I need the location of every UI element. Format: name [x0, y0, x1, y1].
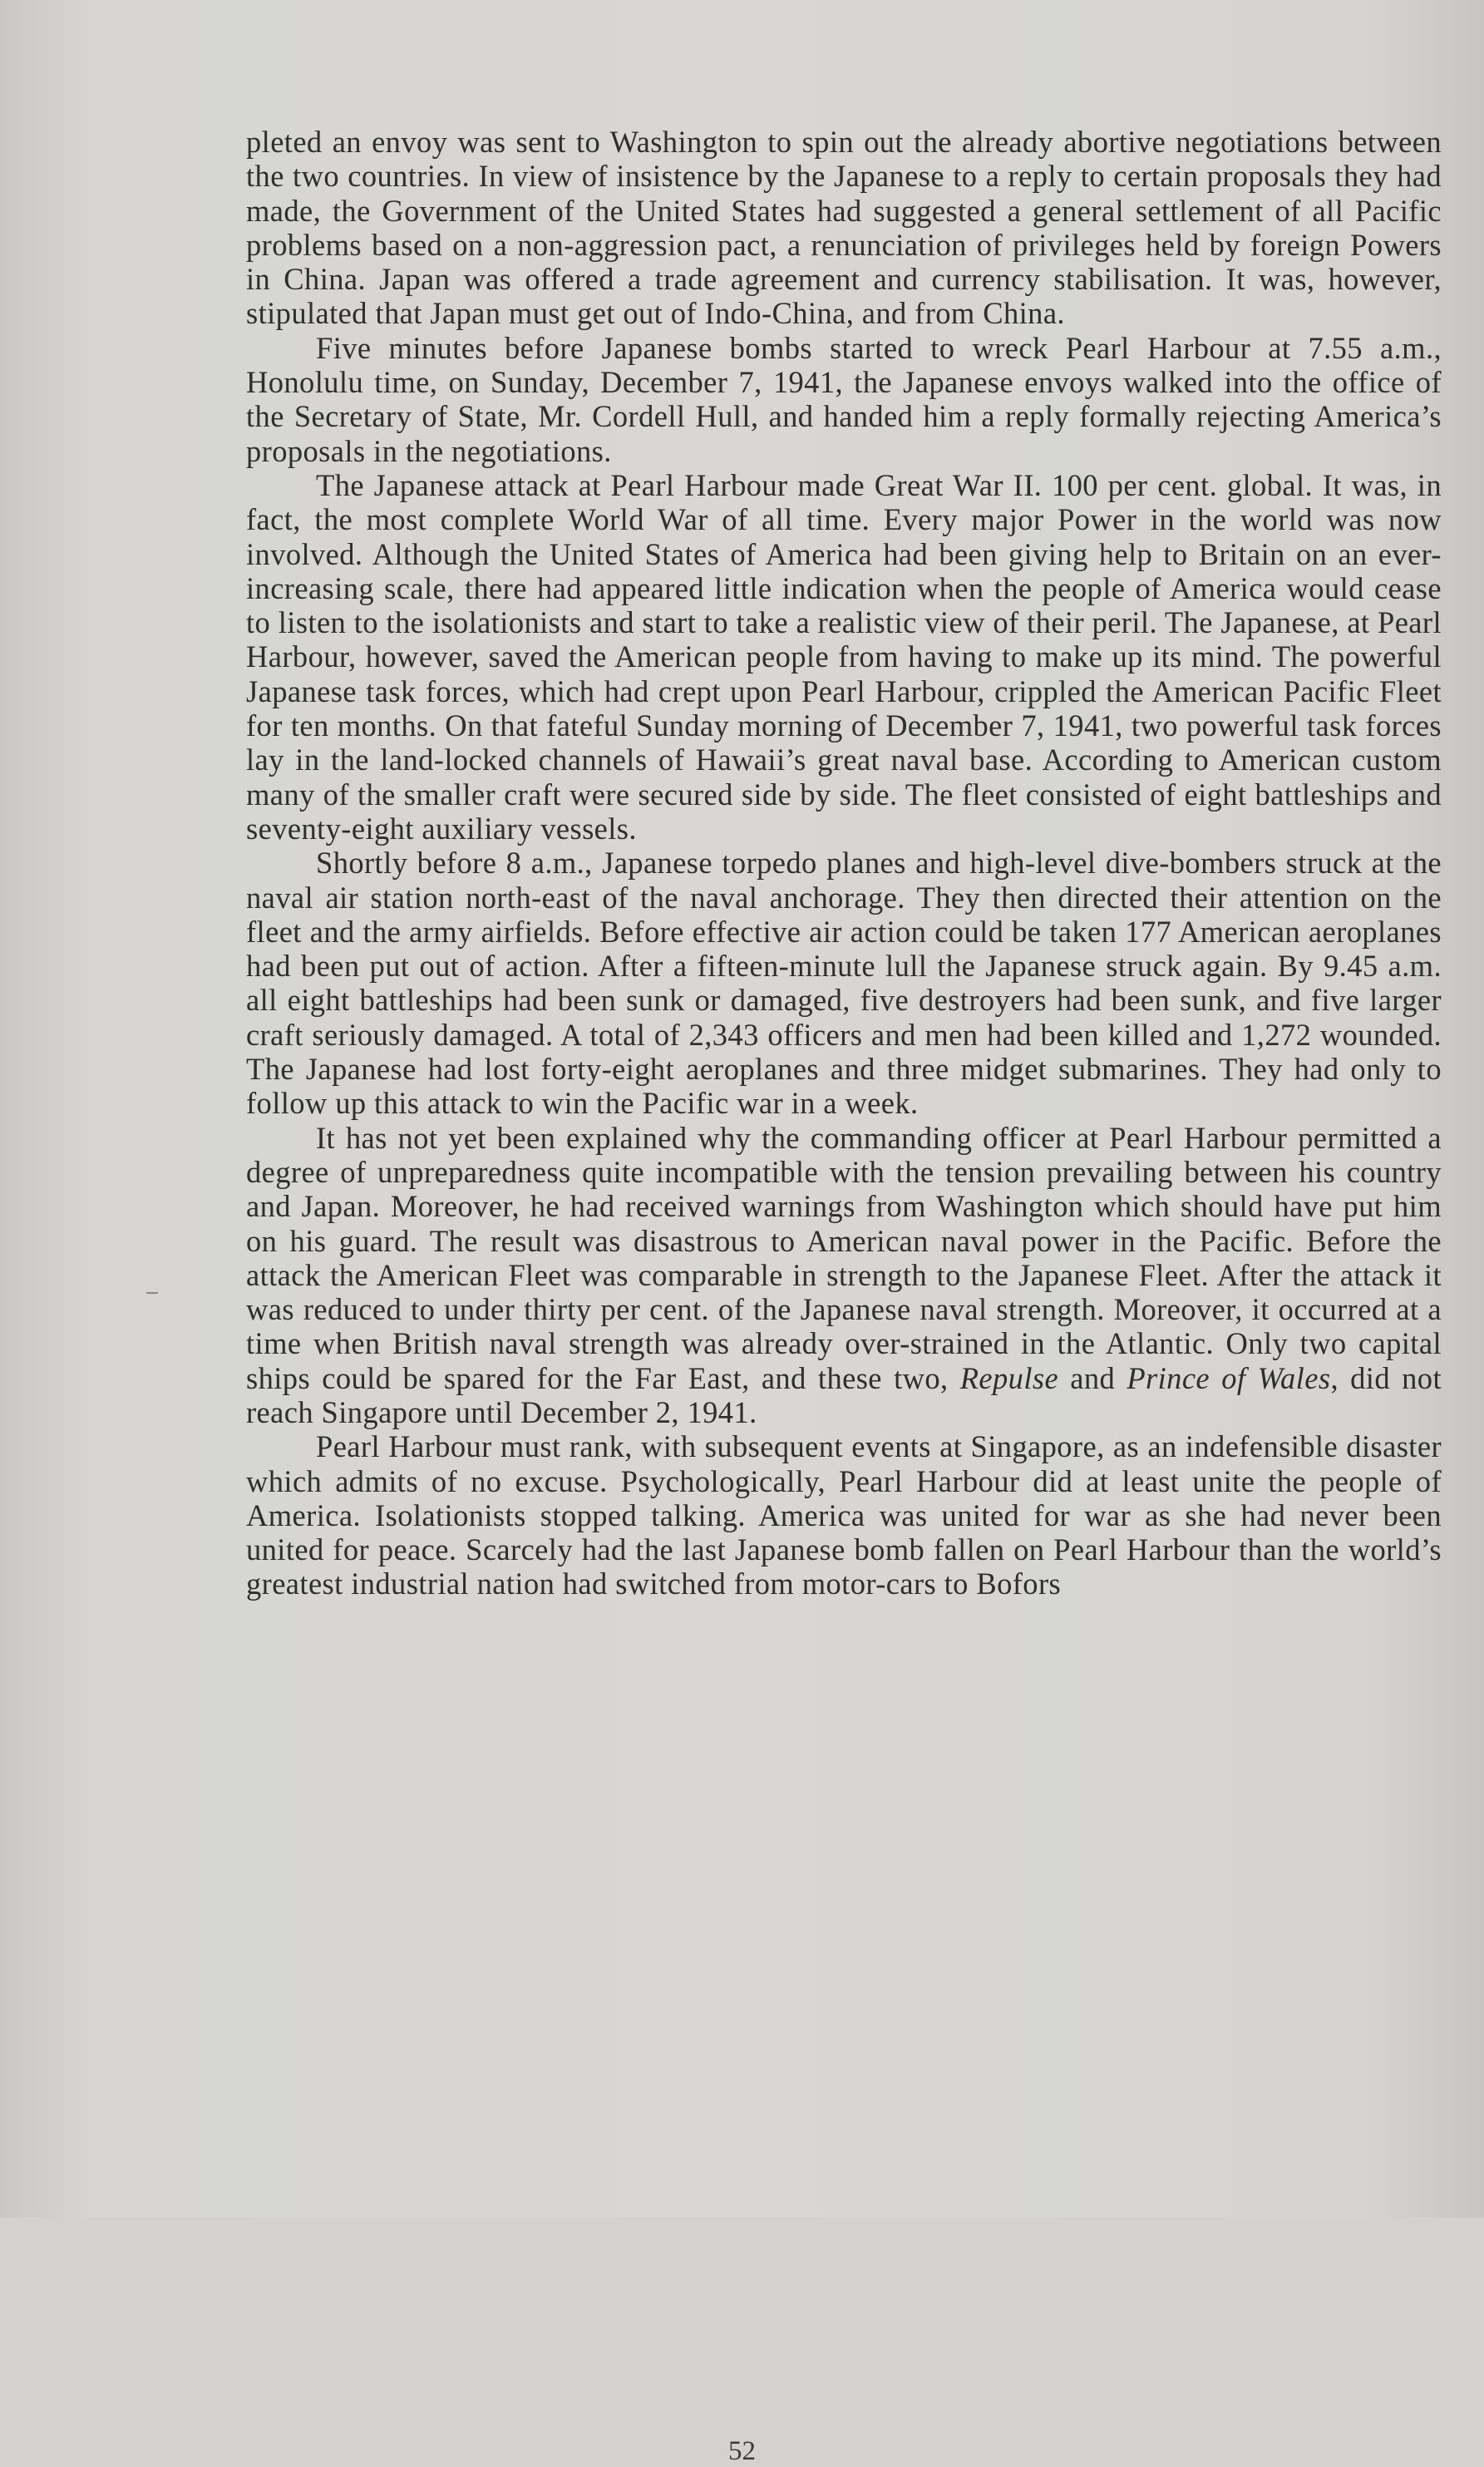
italic-text: Prince of Wales — [1127, 1360, 1331, 1395]
paragraph-text: , did not reach Singapore until December 2, 1941. — [246, 1360, 1442, 1429]
page-number: 52 — [728, 2436, 756, 2466]
paragraph-text: and — [1058, 1360, 1127, 1395]
paragraph — [246, 331, 1442, 468]
body-text — [246, 125, 1442, 1601]
paragraph-text: Pearl Harbour must rank, with subsequent events at Singapore, as an indefensible disaster which admits of no excuse. Psychologically, Pearl Harbour did at least unite the people of America. Isolationists stopped talking. America was united for war as she had never been united for peace. Scarcely had the last Japanese bomb fallen on Pearl Harbour than the world’s greatest industrial nation had switched from motor-cars to Bofors — [246, 1429, 1442, 1601]
paragraph-text: pleted an envoy was sent to Washington to spin out the already abortive negotiations between the two countries. In view of insistence by the Japanese to a reply to certain proposals they had made, the Government of the United States had suggested a general settlement of all Pacific problems based on a non-aggression pact, a renunciation of privileges held by foreign Powers in China. Japan was offered a trade agreement and currency stabilisation. It was, however, stipulated that Japan must get out of Indo-China, and from China. — [246, 125, 1442, 331]
paragraph-text: Shortly before 8 a.m., Japanese torpedo planes and high-level dive-bombers struck at the naval air station north-east of the naval anchorage. They then directed their attention on the fleet and the army airfields. Before effective air action could be taken 177 American aeroplanes had been put out of action. After a fifteen-minute lull the Japanese struck again. By 9.45 a.m. all eight battleships had been sunk or damaged, five destroyers had been sunk, and five larger craft seriously damaged. A total of 2,343 officers and men had been killed and 1,272 wounded. The Japanese had lost forty-eight aeroplanes and three midget submarines. They had only to follow up this attack to win the Pacific war in a week. — [246, 846, 1442, 1121]
margin-mark — [146, 1292, 158, 1294]
paragraph — [246, 846, 1442, 1120]
italic-text: Repulse — [959, 1360, 1059, 1395]
paragraph-text: The Japanese attack at Pearl Harbour made Great War II. 100 per cent. global. It was, in fact, the most complete World War of all time. Every major Power in the world was now involved. Although the United States of America had been giving help to Britain on an ever-increasing scale, there had appeared little indication when the people of America would cease to listen to the isolationists and start to take a realistic view of their peril. The Japanese, at Pearl Harbour, however, saved the American people from having to make up its mind. The powerful Japanese task forces, which had crept upon Pearl Harbour, crippled the American Pacific Fleet for ten months. On that fateful Sunday morning of December 7, 1941, two powerful task forces lay in the land-locked channels of Hawaii’s great naval base. According to American custom many of the smaller craft were secured side by side. The fleet consisted of eight battleships and seventy-eight auxiliary vessels. — [246, 467, 1442, 846]
paragraph-text: Five minutes before Japanese bombs started to wreck Pearl Harbour at 7.55 a.m., Honolulu time, on Sunday, December 7, 1941, the Japanese envoys walked into the office of the Secretary of State, Mr. Cordell Hull, and handed him a reply formally rejecting America’s proposals in the negotiations. — [246, 330, 1442, 468]
paragraph-text: It has not yet been explained why the commanding officer at Pearl Harbour permitted a degree of unpreparedness quite incompatible with the tension prevailing between his country and Japan. Moreover, he had received warnings from Washington which should have put him on his guard. The result was disastrous to American naval power in the Pacific. Before the attack the American Fleet was comparable in strength to the Japanese Fleet. After the attack it was reduced to under thirty per cent. of the Japanese naval strength. Moreover, it occurred at a time when British naval strength was already over-strained in the Atlantic. Only two capital ships could be spared for the Far East, and these two, — [246, 1120, 1442, 1395]
paragraph — [246, 1429, 1442, 1601]
paragraph — [246, 125, 1442, 331]
paragraph — [246, 1121, 1442, 1430]
paragraph — [246, 468, 1442, 846]
